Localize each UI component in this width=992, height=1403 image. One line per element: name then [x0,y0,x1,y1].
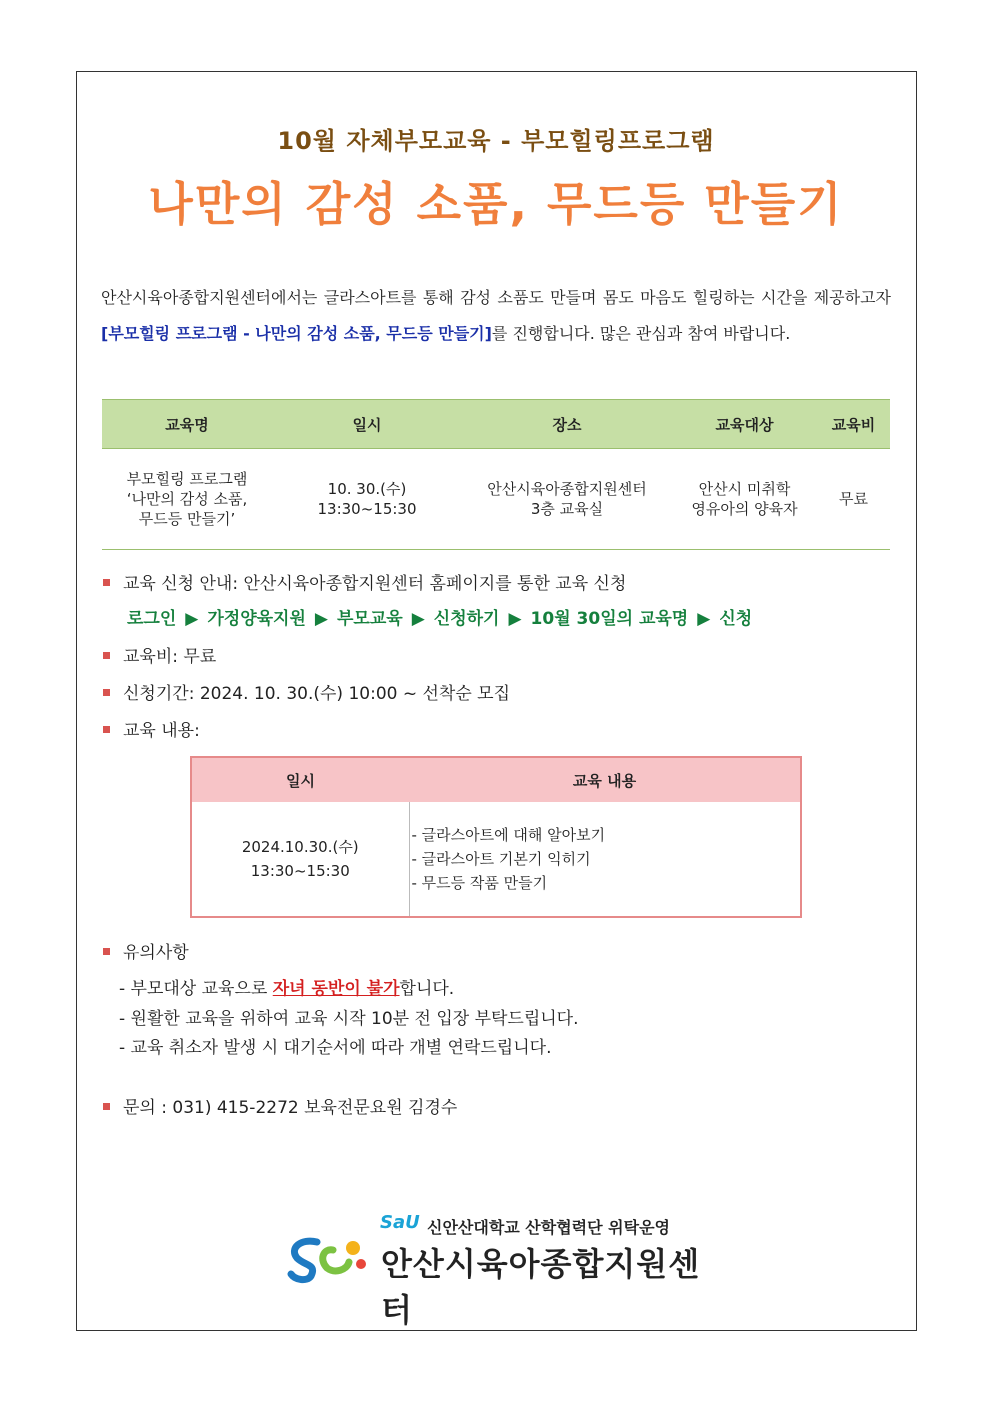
center-name: 안산시육아종합지원센터 [381,1245,701,1329]
list-item: - 무드등 작품 만들기 [411,874,548,892]
triangle-right-icon: ▶ [185,609,199,629]
notes-title: 유의사항 [123,943,189,963]
bullet-square-icon [103,726,110,733]
cell-content [409,802,801,917]
cell-program-name [102,449,272,550]
header-program-name: 교육명 [102,400,272,449]
place-line: 안산시육아종합지원센터 [487,480,647,498]
content-label-text: 교육 내용: [123,721,200,741]
note-item [119,974,454,999]
intro-text-2: 를 진행합니다. 많은 관심과 참여 바랍니다. [491,324,791,343]
header-fee: 교육비 [817,400,890,449]
program-info-table [102,399,890,550]
notes-title-item [103,938,189,963]
page-subtitle: 10월 자체부모교육 - 부모힐링프로그램 [277,127,715,155]
intro-paragraph [101,280,891,352]
path-step: 신청 [719,609,753,629]
header-place: 장소 [462,400,672,449]
apply-path [127,604,752,629]
note-warning: 자녀 동반이 불가 [272,979,400,999]
program-name-line: 부모힐링 프로그램 [126,470,248,488]
contact-text: 문의 : 031) 415-2272 보육전문요원 김경수 [123,1098,458,1118]
date-line: 2024.10.30.(수) [241,838,359,856]
intro-highlight: [부모힐링 프로그램 - 나만의 감성 소품, 무드등 만들기] [101,324,492,343]
bullet-square-icon [103,579,110,586]
cell-place [462,449,672,550]
content-table [190,756,802,918]
path-step: 가정양육지원 [207,609,306,629]
place-line: 3층 교육실 [530,500,604,518]
list-item: - 글라스아트에 대해 알아보기 [411,826,606,844]
footer-logo [287,1212,717,1329]
bullet-square-icon [103,652,110,659]
path-step: 부모교육 [336,609,403,629]
contact-item [103,1093,457,1118]
triangle-right-icon: ▶ [697,609,711,629]
info-table-header-row [102,400,890,449]
bullet-square-icon [103,1103,110,1110]
bullet-square-icon [103,948,110,955]
program-name-line: 무드등 만들기’ [138,510,236,528]
center-logo-icon [287,1234,367,1284]
header-target: 교육대상 [672,400,817,449]
note-item: - 원활한 교육을 위하여 교육 시작 10분 전 입장 부탁드립니다. [119,1009,579,1029]
cell-target [672,449,817,550]
path-step: 10월 30일의 교육명 [530,609,689,629]
table-row [191,802,801,917]
cell-datetime: 10. 30.(수) 13:30~15:30 [272,449,462,550]
period-item [103,679,510,704]
cell-fee: 무료 [817,449,890,550]
program-name-line: ‘나만의 감성 소품, [126,490,248,508]
header-date: 일시 [191,757,409,802]
content-label-item [103,716,200,741]
fee-item [103,642,216,667]
triangle-right-icon: ▶ [508,609,522,629]
triangle-right-icon: ▶ [314,609,328,629]
header-datetime: 일시 [272,400,462,449]
fee-text: 교육비: 무료 [123,647,217,667]
path-step: 로그인 [127,609,177,629]
bullet-square-icon [103,689,110,696]
sau-logo: SaU [380,1212,420,1233]
table-row [102,449,890,550]
header-content: 교육 내용 [409,757,801,802]
path-step: 신청하기 [433,609,500,629]
page-title: 나만의 감성 소품, 무드등 만들기 [148,177,844,231]
note-item: - 교육 취소자 발생 시 대기순서에 따라 개별 연락드립니다. [119,1038,552,1058]
target-line: 영유아의 양육자 [691,500,798,518]
period-text: 신청기간: 2024. 10. 30.(수) 10:00 ~ 선착순 모집 [123,684,511,704]
apply-guide-text: 교육 신청 안내: 안산시육아종합지원센터 홈페이지를 통한 교육 신청 [123,574,627,594]
note-text: 합니다. [399,979,455,999]
time-line: 13:30~15:30 [250,862,350,880]
intro-text-1: 안산시육아종합지원센터에서는 글라스아트를 통해 감성 소품도 만들며 몸도 마음도 힐링하는 시간을 제공하고자 [101,288,891,307]
content-table-header-row [191,757,801,802]
apply-guide-item [103,569,626,594]
note-text: - 부모대상 교육으로 [119,979,273,999]
list-item: - 글라스아트 기본기 익히기 [411,850,591,868]
target-line: 안산시 미취학 [698,480,791,498]
triangle-right-icon: ▶ [411,609,425,629]
operator-text: 신안산대학교 산학협력단 위탁운영 [427,1218,670,1237]
cell-date [191,802,409,917]
